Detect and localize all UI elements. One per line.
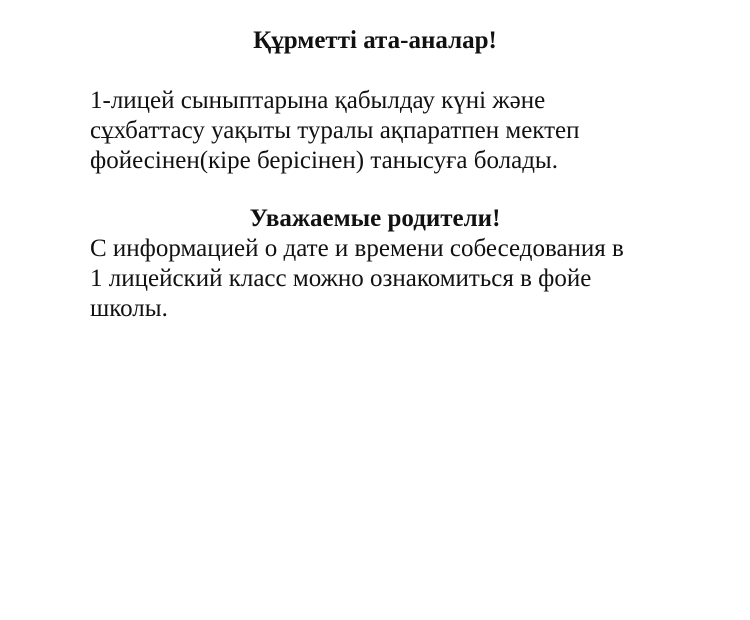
kazakh-line: сұхбаттасу уақыты туралы ақпаратпен мектеп <box>90 117 580 144</box>
russian-paragraph <box>90 234 730 324</box>
kazakh-paragraph <box>90 86 730 176</box>
russian-line: 1 лицейский класс можно ознакомиться в фойе <box>90 265 592 292</box>
kazakh-line: 1-лицей сыныптарына қабылдау күні және <box>90 87 546 114</box>
russian-heading: Уважаемые родители! <box>249 205 501 232</box>
kazakh-heading: Құрметті ата-аналар! <box>253 27 497 54</box>
russian-line: С информацией о дате и времени собеседования в <box>90 235 624 262</box>
russian-line: школы. <box>90 295 168 322</box>
kazakh-line: фойесінен(кіре берісінен) танысуға болады. <box>90 147 558 174</box>
